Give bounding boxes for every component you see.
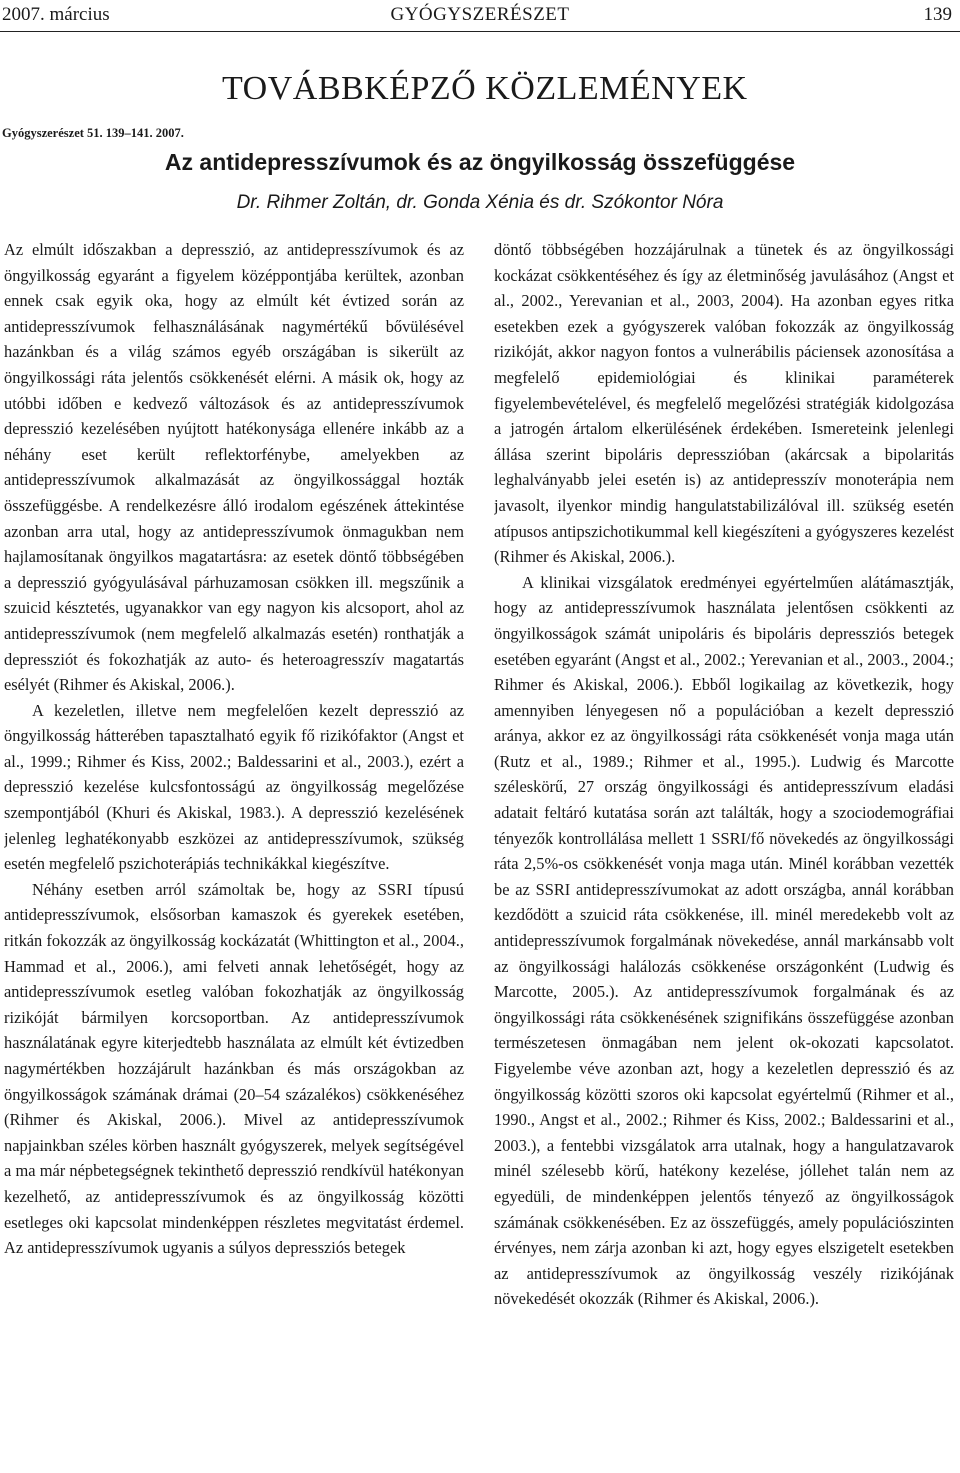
- running-header: [0, 4, 960, 30]
- paragraph: A kezeletlen, illetve nem megfelelően kezelt depresszió az öngyilkosság hátterében tapasztalható egyik fő rizikófaktor (Angst et al., 1999.; Rihmer és Kiss, 2002.; Baldessarini et al., 2003.), ezért a depresszió kezelése kulcsfontosságú az öngyilkosság megelőzése szempontjából (Khuri és Akiskal, 1983.). A depresszió kezelésének jelenleg leghatékonyabb eszközei az antidepresszívumok, szükség esetén megfelelő pszichoterápiás technikákkal kiegészítve.: [4, 700, 464, 874]
- paragraph: A klinikai vizsgálatok eredményei egyértelműen alátámasztják, hogy az antidepresszívumok használata jelentősen csökkenti az öngyilkosságok számát unipoláris és bipoláris depressziós betegek esetében egyaránt (Angst et al., 2002.; Yerevanian et al., 2003., 2004.; Rihmer és Akiskal, 2006.). Ebből logikailag az következik, hogy amennyiben lényegesen nő a populációban a kezelt depresszió aránya, akkor ez az öngyilkossági ráta csökkenését vonja maga után (Rutz et al., 1989.; Rihmer et al., 1995.). Ludwig és Marcotte széleskörű, 27 ország öngyilkossági és antidepresszívum eladási adatait feltáró kutatása során azt találták, hogy a szociodemográfiai tényezők kontrollálása mellett 1 SSRI/fő növekedés az öngyilkossági ráta 2,5%-os csökkenését vonja maga után. Minél korábban vezették be az SSRI antidepresszívumokat az adott országba, annál korábban kezdődött a szuicid ráta csökkenése, ill. minél meredekebb volt az antidepresszívumok forgalmának növekedése, annál markánsabb volt az öngyilkossági halálozás csökkenése országonként (Ludwig és Marcotte, 2005.). Az antidepresszívumok forgalmának és az öngyilkossági ráta csökkenésének szignifikáns összefüggése azonban természetesen önmagában nem jelent ok-okozati kapcsolatot. Figyelembe véve azonban azt, hogy a kezeletlen depresszió és az öngyilkosság közötti szoros oki kapcsolat egyértelmű (Rihmer et al., 1990., Angst et al., 2002.; Rihmer és Kiss, 2002.; Baldessarini et al., 2003.), a fentebbi vizsgálatok arra utalnak, hogy a hangulatzavarok minél szélesebb körű, hatékony kezelése, jóllehet talán nem az egyedüli, de mindenképpen jelentős tényező az öngyilkosságok számának csökkenésében. Ez az összefüggés, amely populációszinten érvényes, nem zárja azonban ki azt, hogy egyes elszigetelt esetekben az antidepresszívumok az öngyilkosság veszély rizikójának növekedését okozzák (Rihmer és Akiskal, 2006.).: [494, 572, 954, 1309]
- paragraph: Néhány esetben arról számoltak be, hogy az SSRI típusú antidepresszívumok, elsősorban kamaszok és gyerekek esetében, ritkán fokozzák az öngyilkosság kockázatát (Whittington et al., 2004., Hammad et al., 2006.), ami felveti annak lehetőségét, hogy az antidepresszívumok esetleg valóban fokozhatják az öngyilkosság rizikóját bármilyen korcsoportban. Az antidepresszívumok használatának egyre kiterjedtebb használata az elmúlt két évtizedben nagymértékben hozzájárult hazánkban és más országokban az öngyilkosságok számának drámai (20–54 százalékos) csökkenéséhez (Rihmer és Akiskal, 2006.). Mivel az antidepresszívumok napjainkban széles körben használt gyógyszerek, melyek segítségével a ma már népbetegségnek tekinthető depresszió rendkívül hatékonyan kezelhető, az antidepresszívumok és az öngyilkosság közötti esetleges oki kapcsolat mindenképpen részletes megvitatást érdemel. Az antidepresszívumok ugyanis a súlyos depressziós betegek: [4, 879, 464, 1258]
- header-date: 2007. március: [2, 4, 110, 25]
- header-journal: GYÓGYSZERÉSZET: [390, 4, 570, 25]
- left-column: [4, 237, 464, 1467]
- paragraph: döntő többségében hozzájárulnak a tünetek és az öngyilkossági kockázat csökkentéséhez és így az életminőség javulásához (Angst et al., 2002., Yerevanian et al., 2003, 2004). Ha azonban egyes ritka esetekben ezek a gyógyszerek valóban fokozzák az öngyilkosság rizikóját, akkor nagyon fontos a vulnerábilis páciensek azonosítása a megfelelő epidemiológiai és klinikai paraméterek figyelembevételével, és megfelelő megelőzési stratégiák kidolgozása a jatrogén ártalom elkerülésének érdekében. Ismereteink jelenlegi állása szerint bipoláris depresszióban (akárcsak a bipolaritás leghalványabb jelei esetén is) az antidepresszív monoterápia nem javasolt, ilyenkor mindig hangulatstabilizálóval ill. szükség esetén atípusos antipszichotikummal kell kiegészíteni a gyógyszeres kezelést (Rihmer és Akiskal, 2006.).: [494, 240, 954, 567]
- header-page-number: 139: [923, 4, 952, 25]
- article-title: Az antidepresszívumok és az öngyilkosság összefüggése: [164, 149, 796, 175]
- header-rule: [0, 31, 960, 32]
- paragraph: Az elmúlt időszakban a depresszió, az antidepresszívumok és az öngyilkosság egyaránt a figyelem középpontjába kerültek, azonban ennek csak egyik oka, hogy az elmúlt két évtized során az antidepresszívumok felhasználásának nagymértékű bővülésével hazánkban és a világ számos egyéb országában is sikerült az öngyilkossági ráta jelentős csökkenését elérni. A másik ok, hogy az utóbbi időben e kedvező változások és az antidepresszívumok depresszió kezelésében nyújtott hatékonysága ellenére inkább az a néhány eset került reflektorfénybe, amelyekben az antidepresszívumok alkalmazását az öngyilkossággal hozták összefüggésbe. A rendelkezésre álló irodalom egészének áttekintése azonban arra utal, hogy az antidepresszívumok önmagukban nem hajlamosítanak öngyilkos magatartásra: az esetek döntő többségében a depresszió gyógyulásával párhuzamosan csökken ill. megszűnik a szuicid késztetés, ugyanakkor van egy nagyon kis alcsoport, ahol az antidepresszívumok (nem megfelelő alkalmazás esetén) ronthatják a depressziót és fokozhatják az auto- és heteroagresszív magatartás esélyét (Rihmer és Akiskal, 2006.).: [4, 240, 464, 695]
- right-column: [494, 237, 954, 1467]
- section-title: TOVÁBBKÉPZŐ KÖZLEMÉNYEK: [222, 70, 748, 107]
- authors: Dr. Rihmer Zoltán, dr. Gonda Xénia és dr. Szókontor Nóra: [236, 192, 724, 213]
- citation: Gyógyszerészet 51. 139–141. 2007.: [2, 126, 184, 140]
